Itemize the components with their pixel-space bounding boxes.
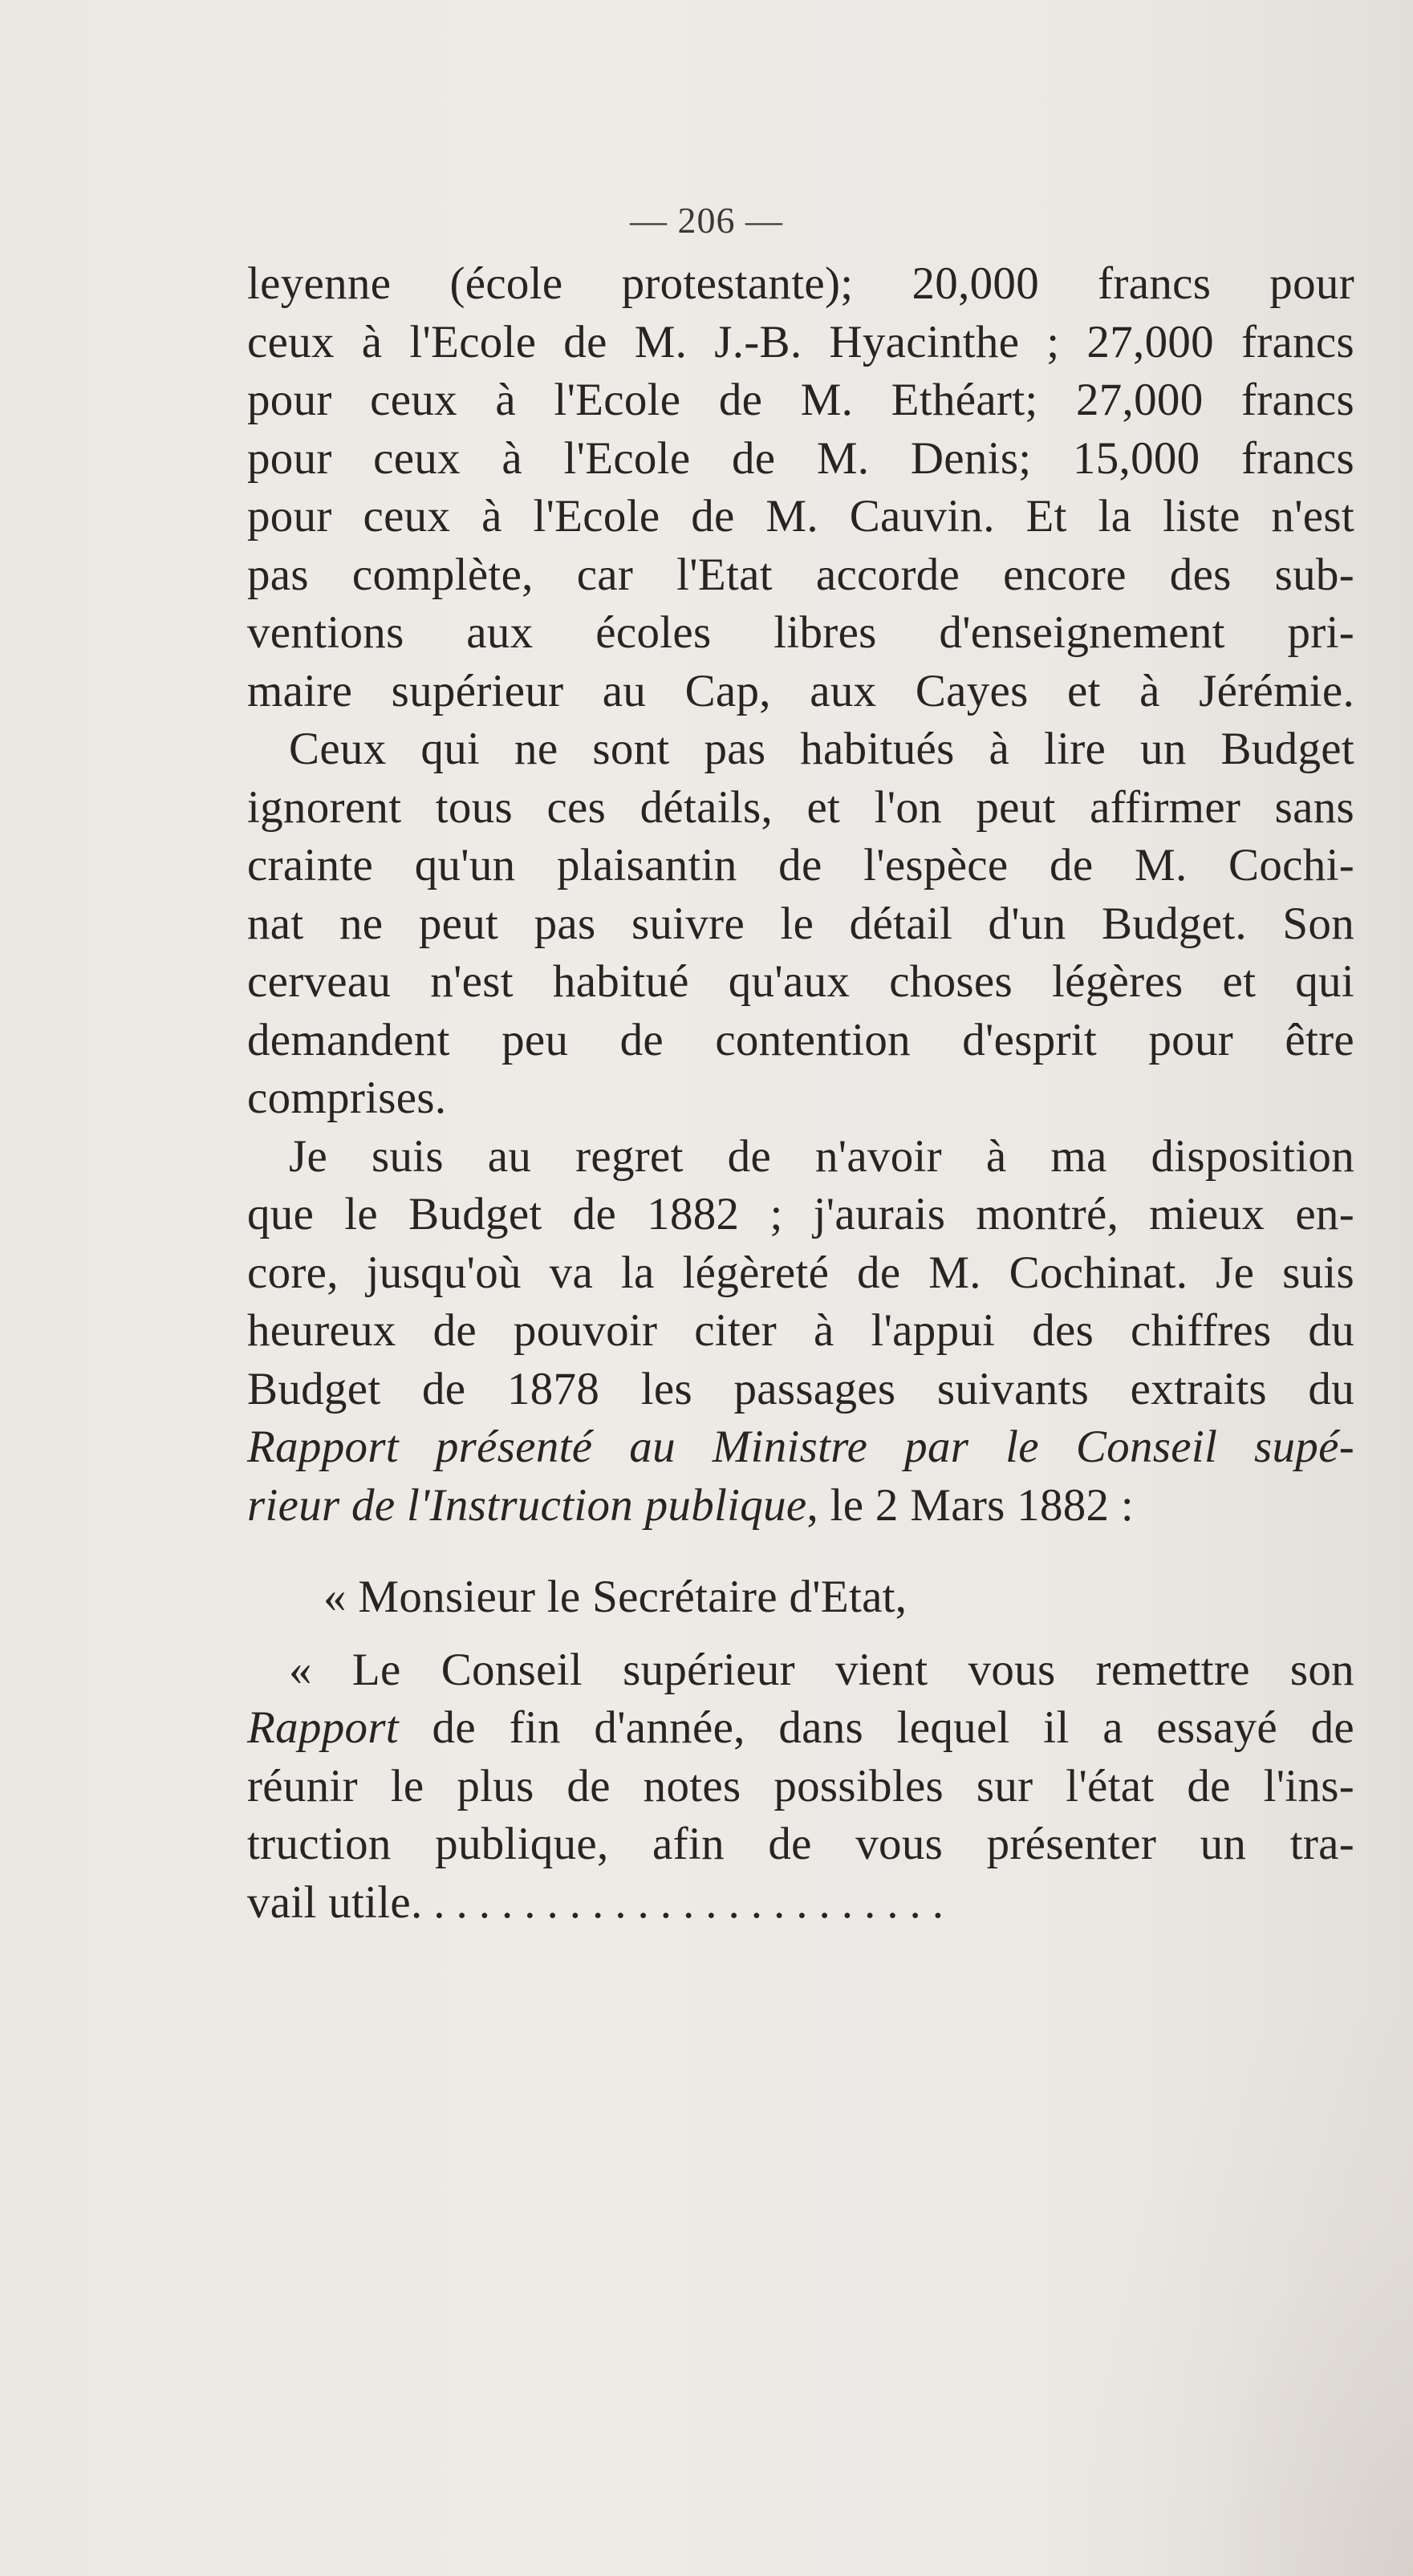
quote-line: truction publique, afin de vous présenter un tra-	[247, 1819, 1354, 1869]
quote-line: « Le Conseil supérieur vient vous remettre son	[289, 1644, 1354, 1695]
paragraph-start-line: Ceux qui ne sont pas habitués à lire un Budget	[289, 724, 1354, 774]
quote-line: réunir le plus de notes possibles sur l'état de l'ins-	[247, 1760, 1354, 1811]
quote-rapport-italic: Rapport	[247, 1702, 399, 1753]
text-line: pour ceux à l'Ecole de M. Cauvin. Et la liste n'est	[247, 491, 1354, 542]
spacer	[247, 1627, 1354, 1641]
quote-text: de fin d'année, dans lequel il a essayé de	[398, 1702, 1354, 1753]
text-line: crainte qu'un plaisantin de l'espèce de M. Cochi-	[247, 840, 1354, 890]
report-title-italic: Rapport présenté au Ministre par le Conseil supé-	[247, 1422, 1354, 1472]
text-line: pour ceux à l'Ecole de M. Ethéart; 27,000 francs	[247, 375, 1354, 425]
quote-line	[247, 1699, 1354, 1758]
text-line: leyenne (école protestante); 20,000 francs pour	[247, 258, 1354, 309]
text-line	[247, 1418, 1354, 1477]
text-line	[247, 1477, 1354, 1535]
text-line: Budget de 1878 les passages suivants extraits du	[247, 1363, 1354, 1414]
text-line: demandent peu de contention d'esprit pour être	[247, 1014, 1354, 1065]
text-line: comprises.	[247, 1073, 447, 1123]
spacer	[247, 1535, 1354, 1568]
leader-dots: ........................	[411, 1876, 956, 1928]
text-line: heureux de pouvoir citer à l'appui des chiffres du	[247, 1305, 1354, 1356]
text-line: cerveau n'est habitué qu'aux choses légères et qui	[247, 956, 1354, 1007]
body-text	[247, 255, 1354, 1932]
page-number-header: — 206 —	[630, 200, 783, 241]
text-line: que le Budget de 1882 ; j'aurais montré, mieux en-	[247, 1189, 1354, 1239]
report-date: , le 2 Mars 1882 :	[806, 1479, 1135, 1531]
text-line: pas complète, car l'Etat accorde encore des sub-	[247, 549, 1354, 600]
report-title-italic: rieur de l'Instruction publique	[247, 1479, 807, 1531]
paragraph-start-line: Je suis au regret de n'avoir à ma disposition	[289, 1130, 1354, 1182]
quote-line	[247, 1874, 1354, 1933]
text-line: pour ceux à l'Ecole de M. Denis; 15,000 francs	[247, 432, 1354, 484]
text-line: core, jusqu'où va la légèreté de M. Cochinat. Je suis	[247, 1247, 1354, 1298]
text-line: maire supérieur au Cap, aux Cayes et à Jérémie.	[247, 665, 1354, 716]
text-line: ventions aux écoles libres d'enseignement pri-	[247, 607, 1354, 658]
text-line: nat ne peut pas suivre le détail d'un Budget. Son	[247, 898, 1354, 949]
quote-salutation: « Monsieur le Secrétaire d'Etat,	[323, 1572, 907, 1622]
quote-text: vail utile	[247, 1876, 412, 1928]
text-line: ceux à l'Ecole de M. J.-B. Hyacinthe ; 27,000 francs	[247, 316, 1354, 367]
text-line: ignorent tous ces détails, et l'on peut affirmer sans	[247, 781, 1354, 833]
